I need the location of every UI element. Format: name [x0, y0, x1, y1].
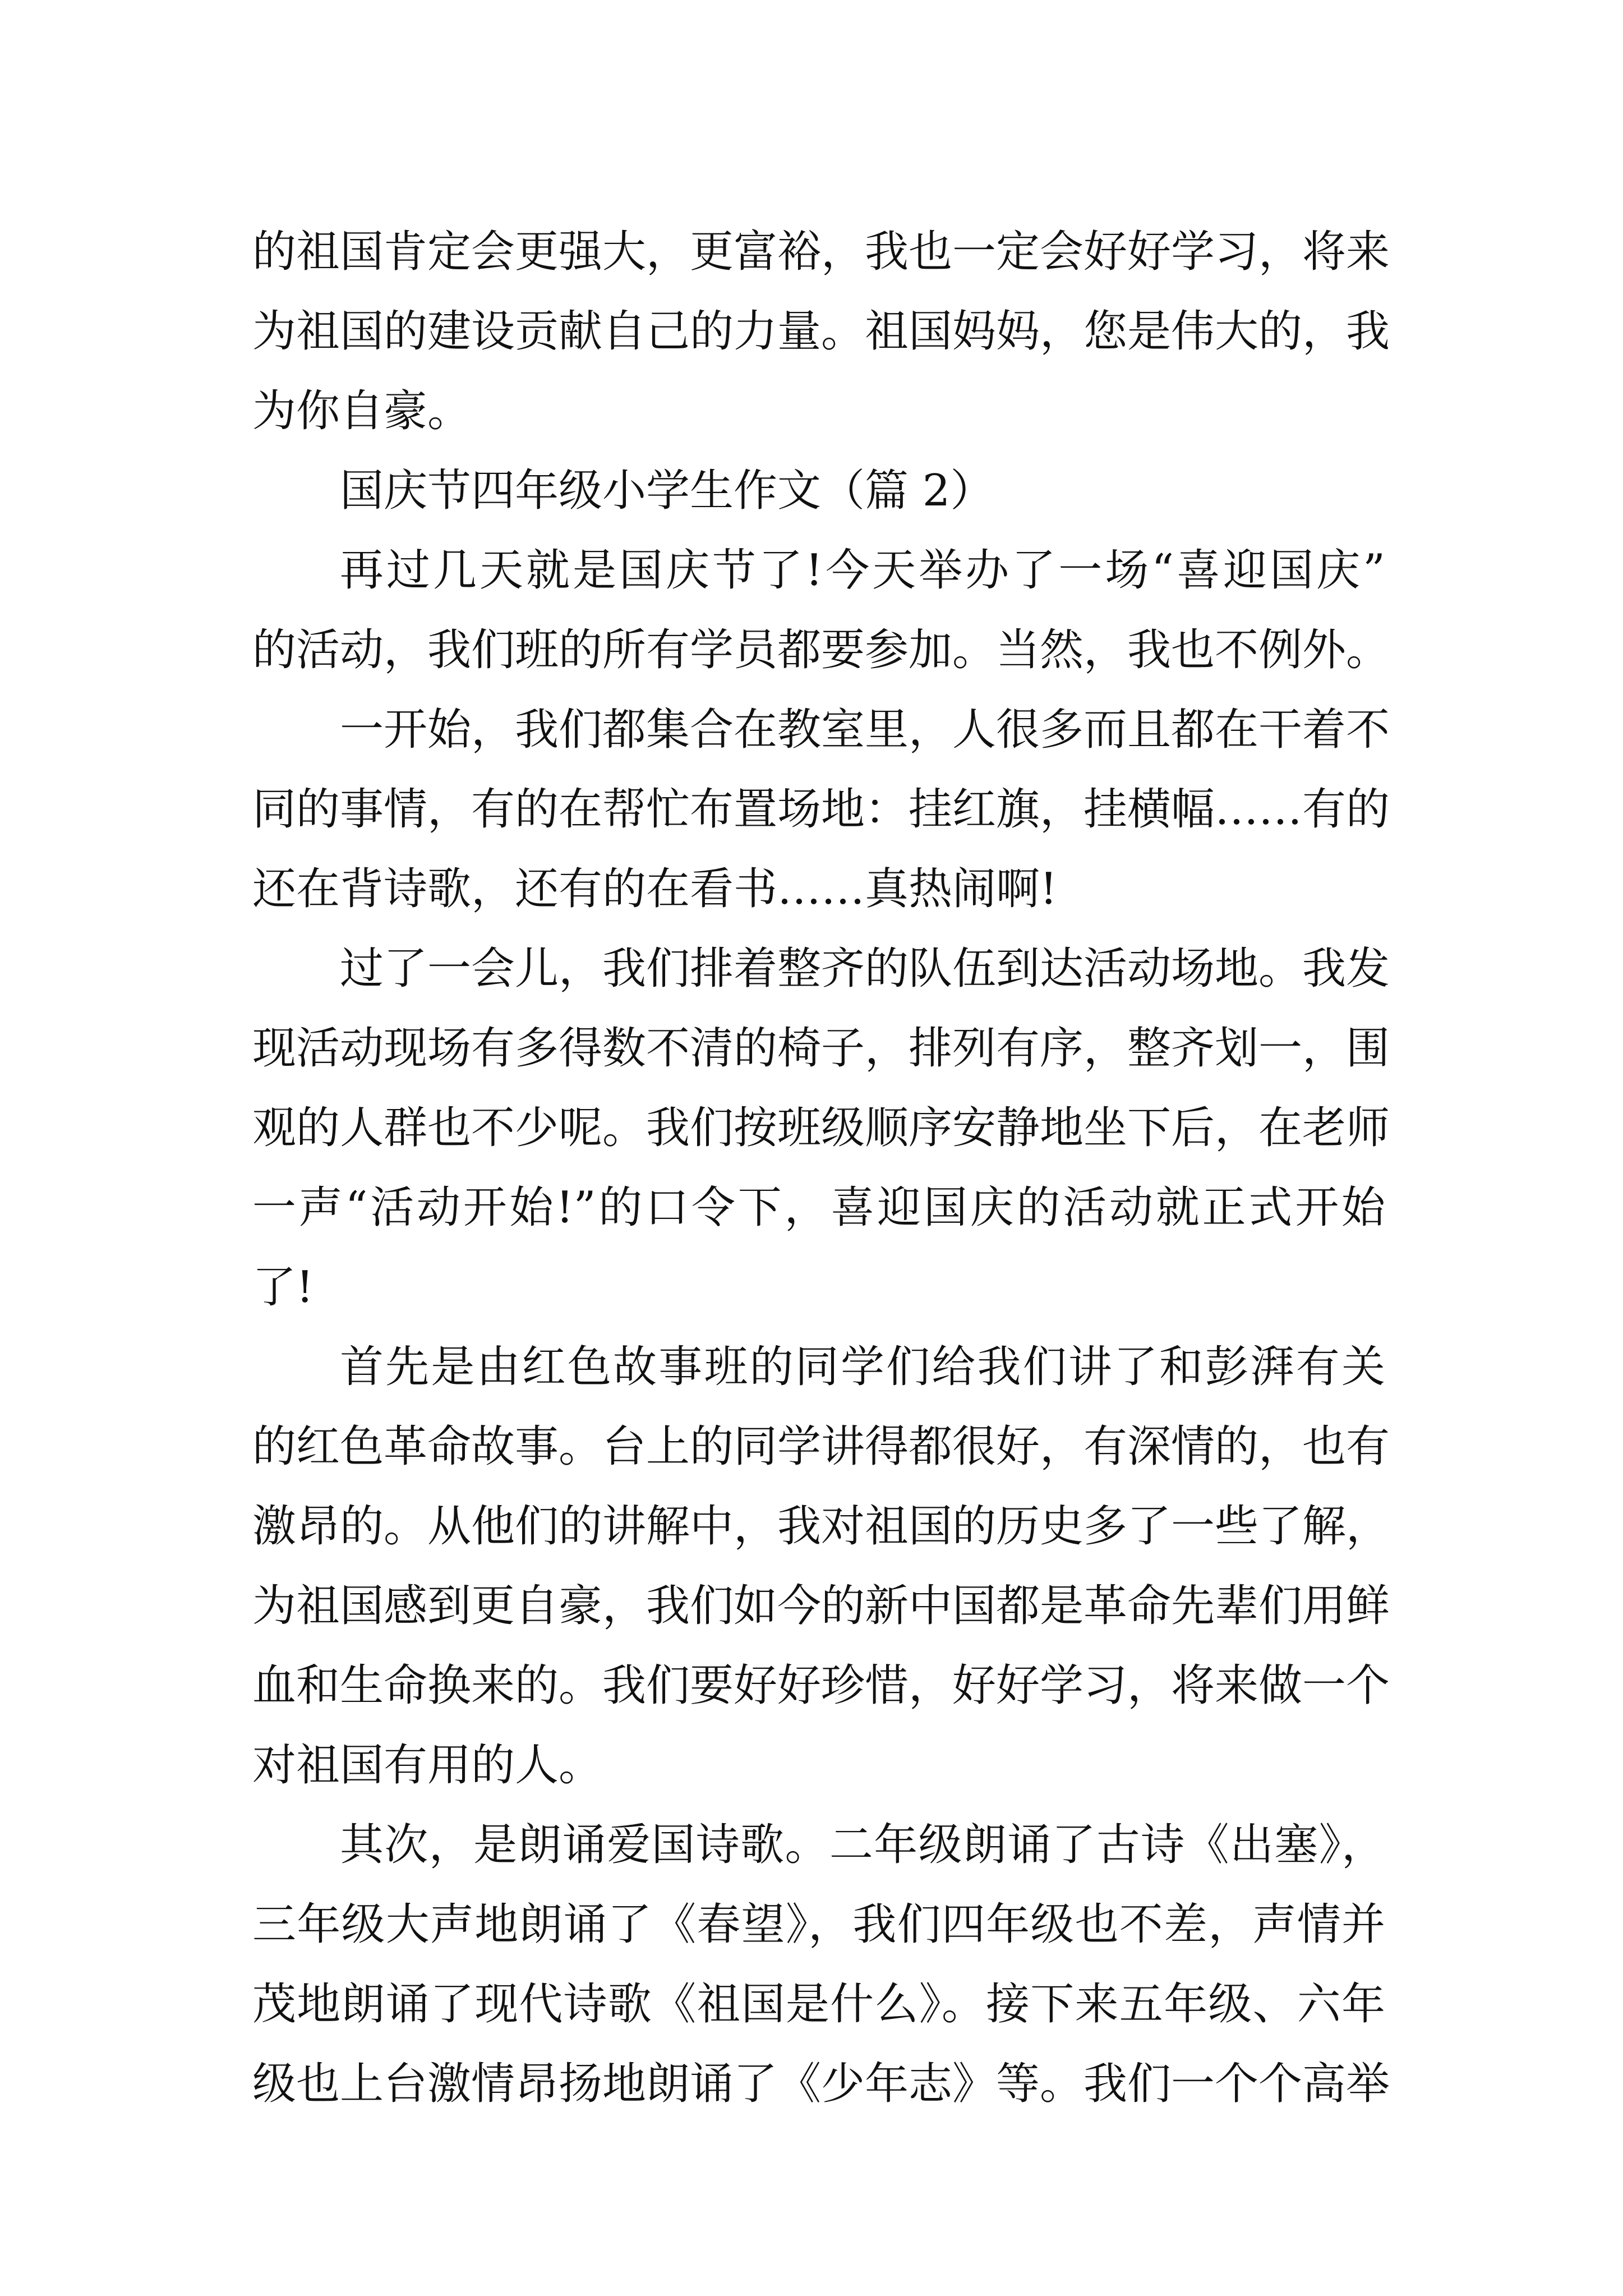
paragraph-line: 的活动，我们班的所有学员都要参加。当然，我也不例外。 — [252, 625, 1390, 675]
paragraph-line: 激昂的。从他们的讲解中，我对祖国的历史多了一些了解， — [252, 1501, 1390, 1552]
paragraph-line: 现活动现场有多得数不清的椅子，排列有序，整齐划一，围 — [252, 1023, 1390, 1074]
paragraph-line: 观的人群也不少呢。我们按班级顺序安静地坐下后，在老师 — [252, 1103, 1390, 1153]
paragraph-line: 为祖国的建设贡献自己的力量。祖国妈妈，您是伟大的，我 — [252, 306, 1390, 357]
paragraph-line: 再过几天就是国庆节了!今天举办了一场“喜迎国庆” — [340, 545, 1385, 596]
essay-body — [252, 212, 1390, 2124]
paragraph-line: 还在背诗歌，还有的在看书……真热闹啊! — [252, 864, 1058, 914]
paragraph-line: 了! — [252, 1262, 314, 1313]
paragraph-line: 三年级大声地朗诵了《春望》，我们四年级也不差，声情并 — [252, 1899, 1385, 1950]
paragraph-line: 级也上台激情昂扬地朗诵了《少年志》等。我们一个个高举 — [252, 2059, 1390, 2109]
paragraph-line: 一开始，我们都集合在教室里，人很多而且都在干着不 — [340, 705, 1390, 755]
paragraph-line: 过了一会儿，我们排着整齐的队伍到达活动场地。我发 — [340, 944, 1390, 994]
section-heading: 国庆节四年级小学生作文（篇 2） — [340, 466, 994, 516]
paragraph-line: 为你自豪。 — [252, 386, 472, 436]
paragraph-line: 其次，是朗诵爱国诗歌。二年级朗诵了古诗《出塞》， — [340, 1820, 1385, 1870]
paragraph-line: 同的事情，有的在帮忙布置场地：挂红旗，挂横幅……有的 — [252, 784, 1390, 835]
paragraph-line: 一声“活动开始!”的口令下，喜迎国庆的活动就正式开始 — [252, 1182, 1385, 1233]
paragraph-line: 首先是由红色故事班的同学们给我们讲了和彭湃有关 — [340, 1342, 1385, 1392]
paragraph-line: 的祖国肯定会更强大，更富裕，我也一定会好好学习，将来 — [252, 227, 1390, 277]
paragraph-line: 的红色革命故事。台上的同学讲得都很好，有深情的，也有 — [252, 1421, 1390, 1472]
paragraph-line: 茂地朗诵了现代诗歌《祖国是什么》。接下来五年级、六年 — [252, 1979, 1385, 2030]
paragraph-line: 对祖国有用的人。 — [252, 1740, 603, 1791]
paragraph-line: 为祖国感到更自豪，我们如今的新中国都是革命先辈们用鲜 — [252, 1581, 1390, 1631]
paragraph-line: 血和生命换来的。我们要好好珍惜，好好学习，将来做一个 — [252, 1660, 1390, 1711]
